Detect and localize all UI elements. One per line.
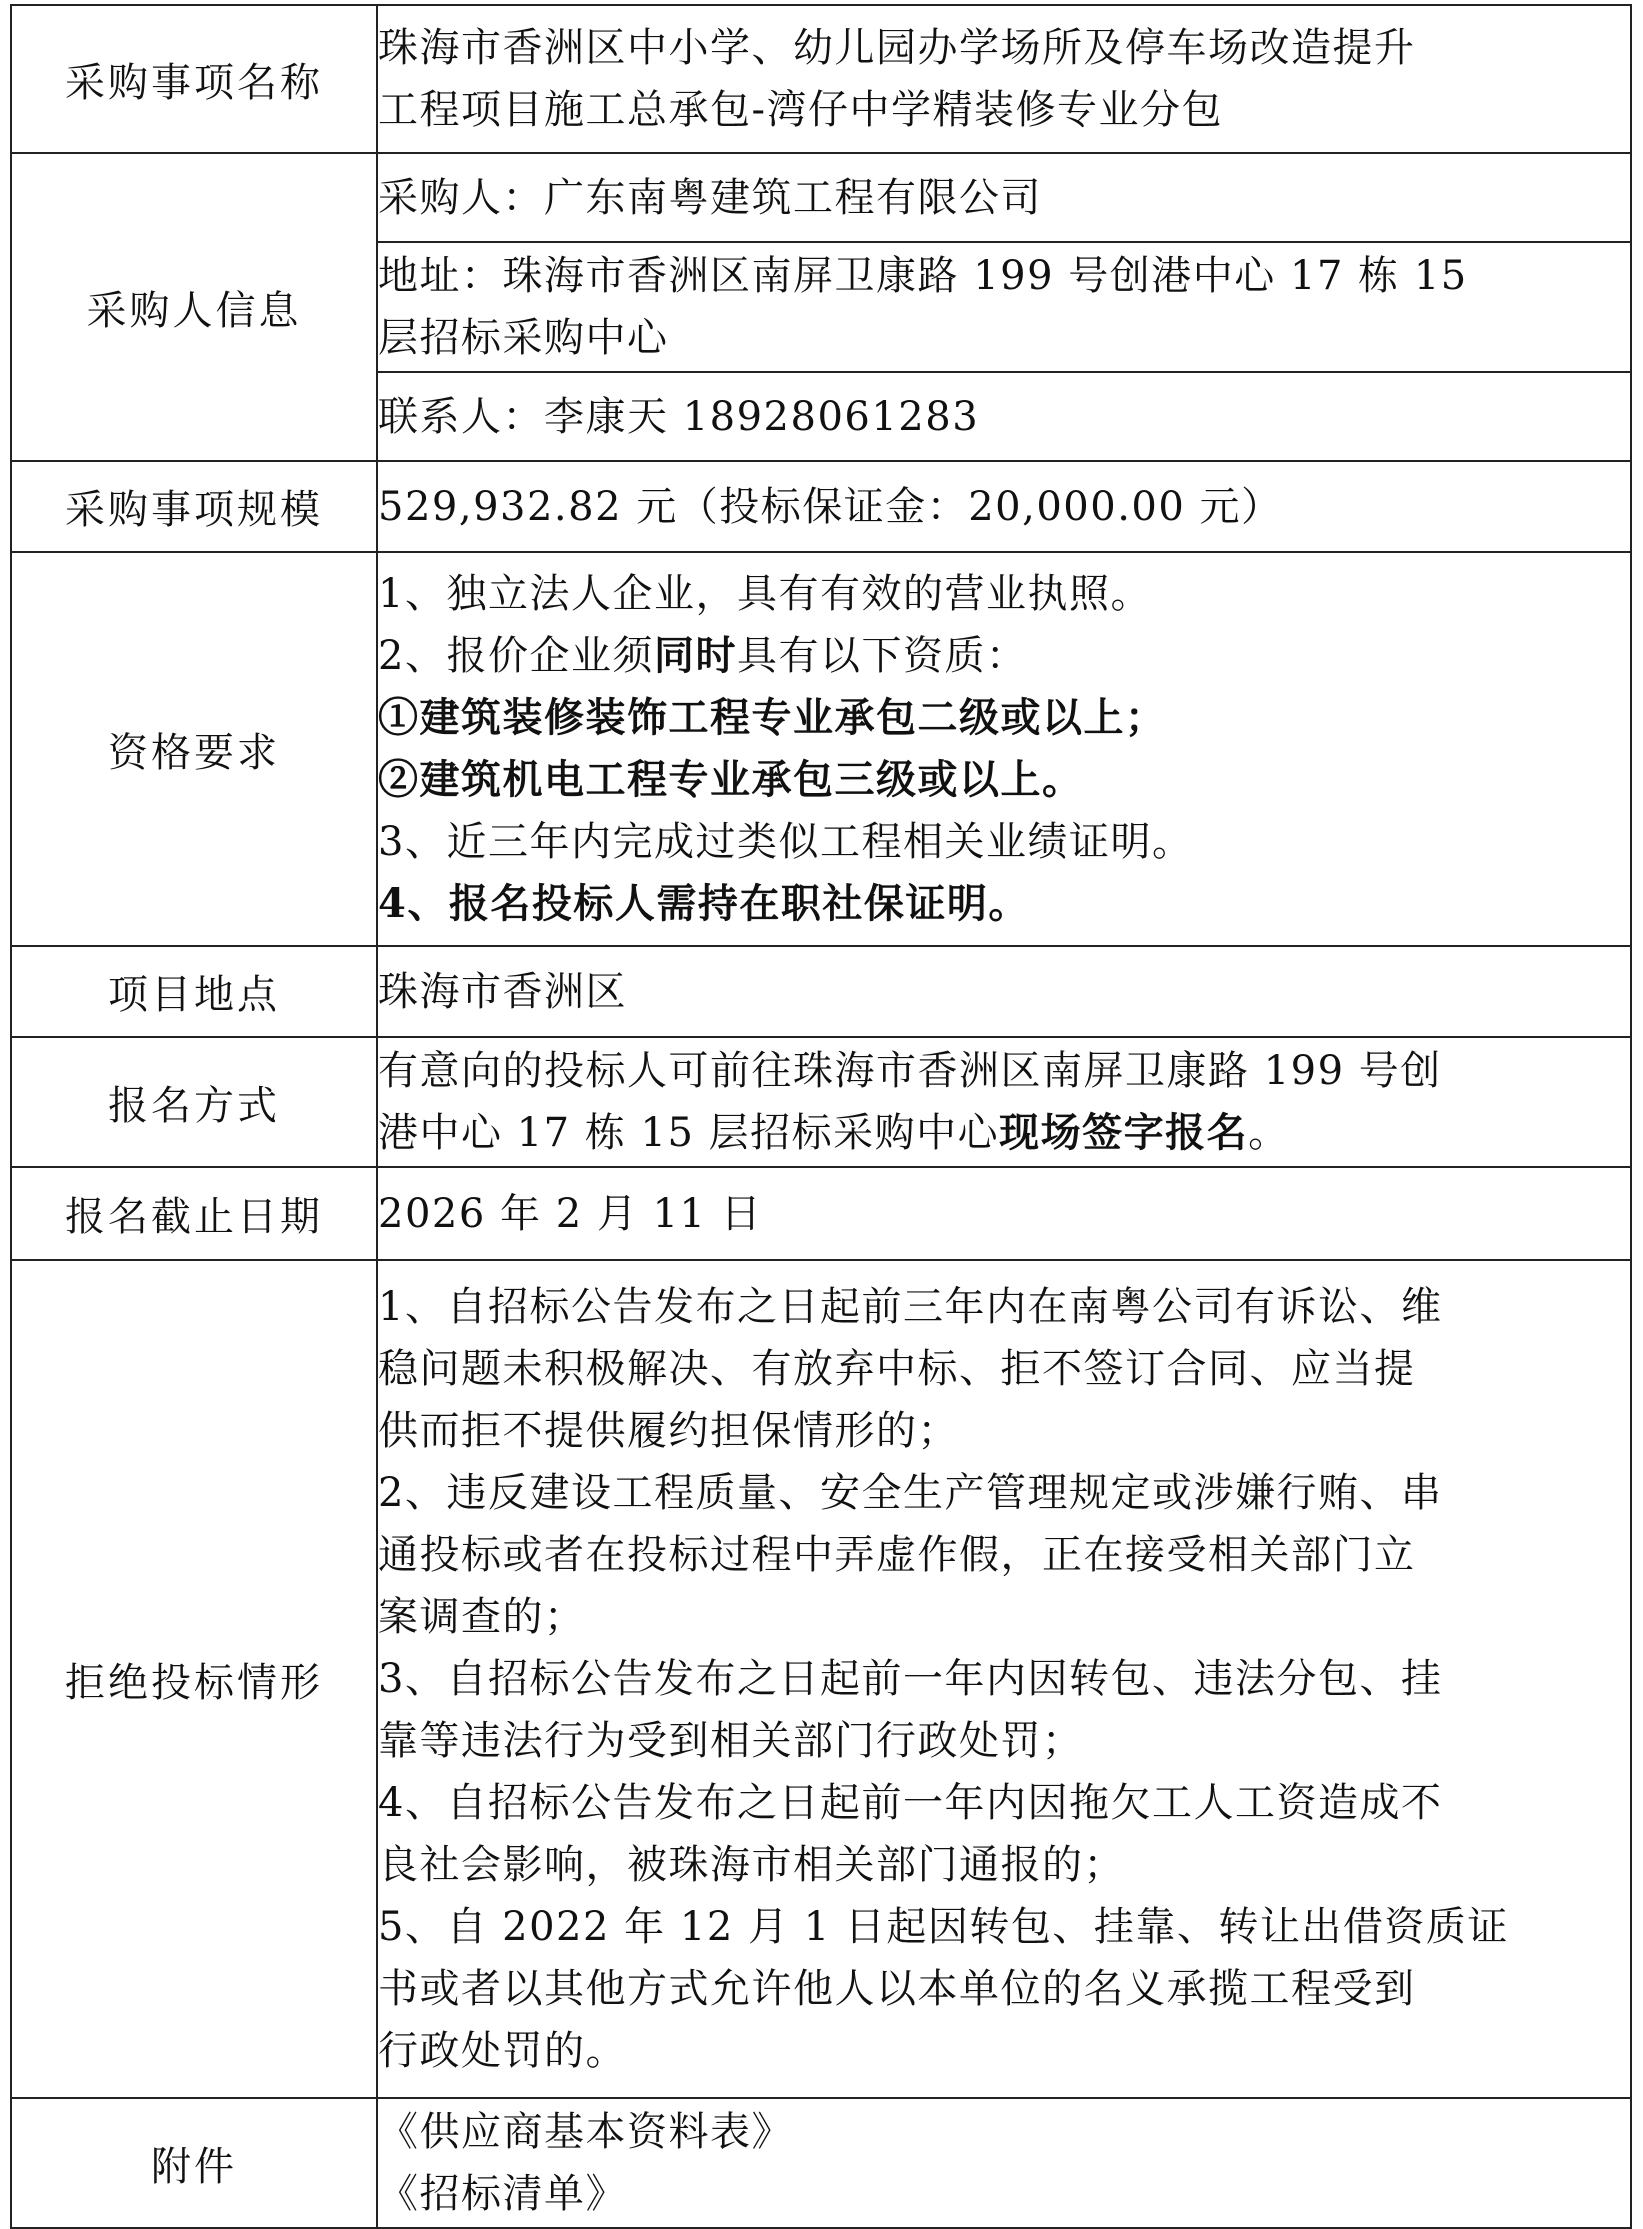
method-line-2-suffix: 。 bbox=[1248, 1110, 1290, 1156]
label-rejection: 拒绝投标情形 bbox=[11, 1260, 377, 2098]
rejection-line: 书或者以其他方式允许他人以本单位的名义承揽工程受到 bbox=[378, 1966, 1416, 2012]
qualification-item-2 bbox=[378, 625, 1630, 687]
row-qualification bbox=[11, 552, 1631, 946]
label-registration-method: 报名方式 bbox=[11, 1037, 377, 1167]
row-registration-method bbox=[11, 1037, 1631, 1167]
rejection-line: 供而拒不提供履约担保情形的； bbox=[378, 1408, 959, 1454]
label-buyer-info: 采购人信息 bbox=[11, 153, 377, 461]
qualification-item-1: 1、独立法人企业，具有有效的营业执照。 bbox=[378, 571, 1152, 617]
row-deadline bbox=[11, 1167, 1631, 1260]
rejection-line: 3、自招标公告发布之日起前一年内因转包、违法分包、挂 bbox=[378, 1656, 1443, 1702]
qualification-item-3: 3、近三年内完成过类似工程相关业绩证明。 bbox=[378, 819, 1194, 865]
value-address bbox=[377, 242, 1631, 372]
method-line-1: 有意向的投标人可前往珠海市香洲区南屏卫康路 199 号创 bbox=[378, 1048, 1442, 1094]
row-location bbox=[11, 946, 1631, 1037]
procurement-name-line-2: 工程项目施工总承包-湾仔中学精装修专业分包 bbox=[378, 87, 1224, 133]
row-scale bbox=[11, 461, 1631, 552]
address-line-2: 层招标采购中心 bbox=[378, 315, 669, 361]
qualification-item-2b: ②建筑机电工程专业承包三级或以上。 bbox=[378, 756, 1084, 803]
label-attachments: 附件 bbox=[11, 2098, 377, 2228]
label-deadline: 报名截止日期 bbox=[11, 1167, 377, 1260]
value-rejection bbox=[377, 1260, 1631, 2098]
method-line-2-prefix: 港中心 17 栋 15 层招标采购中心 bbox=[378, 1110, 1000, 1156]
procurement-info-table bbox=[10, 4, 1632, 2229]
qualification-item-2-prefix: 2、报价企业须 bbox=[378, 633, 654, 679]
procurement-name-line-1: 珠海市香洲区中小学、幼儿园办学场所及停车场改造提升 bbox=[378, 25, 1416, 71]
value-contact: 联系人：李康天 18928061283 bbox=[377, 372, 1631, 461]
row-attachments bbox=[11, 2098, 1631, 2228]
attachment-item: 《招标清单》 bbox=[378, 2171, 627, 2217]
method-line-2 bbox=[378, 1102, 1630, 1164]
row-buyer bbox=[11, 153, 1631, 242]
label-scale: 采购事项规模 bbox=[11, 461, 377, 552]
value-qualification bbox=[377, 552, 1631, 946]
qualification-item-2a: ①建筑装修装饰工程专业承包二级或以上； bbox=[378, 694, 1167, 741]
value-procurement-name bbox=[377, 5, 1631, 153]
rejection-line: 1、自招标公告发布之日起前三年内在南粤公司有诉讼、维 bbox=[378, 1284, 1443, 1330]
rejection-line: 通投标或者在投标过程中弄虚作假，正在接受相关部门立 bbox=[378, 1532, 1416, 1578]
value-scale: 529,932.82 元（投标保证金：20,000.00 元） bbox=[377, 461, 1631, 552]
rejection-line: 5、自 2022 年 12 月 1 日起因转包、挂靠、转让出借资质证 bbox=[378, 1904, 1509, 1950]
rejection-line: 4、自招标公告发布之日起前一年内因拖欠工人工资造成不 bbox=[378, 1780, 1443, 1826]
row-procurement-name bbox=[11, 5, 1631, 153]
label-location: 项目地点 bbox=[11, 946, 377, 1037]
value-attachments bbox=[377, 2098, 1631, 2228]
rejection-line: 2、违反建设工程质量、安全生产管理规定或涉嫌行贿、串 bbox=[378, 1470, 1443, 1516]
qualification-item-4: 4、报名投标人需持在职社保证明。 bbox=[378, 880, 1030, 927]
rejection-line: 靠等违法行为受到相关部门行政处罚； bbox=[378, 1718, 1084, 1764]
rejection-line: 行政处罚的。 bbox=[378, 2028, 627, 2074]
label-qualification: 资格要求 bbox=[11, 552, 377, 946]
label-procurement-name: 采购事项名称 bbox=[11, 5, 377, 153]
rejection-line: 案调查的； bbox=[378, 1594, 586, 1640]
qualification-item-2-bold: 同时 bbox=[653, 632, 737, 679]
address-line-1: 地址：珠海市香洲区南屏卫康路 199 号创港中心 17 栋 15 bbox=[378, 253, 1468, 299]
value-buyer: 采购人：广东南粤建筑工程有限公司 bbox=[377, 153, 1631, 242]
rejection-line: 良社会影响，被珠海市相关部门通报的； bbox=[378, 1842, 1125, 1888]
value-registration-method bbox=[377, 1037, 1631, 1167]
value-deadline: 2026 年 2 月 11 日 bbox=[377, 1167, 1631, 1260]
row-rejection bbox=[11, 1260, 1631, 2098]
value-location: 珠海市香洲区 bbox=[377, 946, 1631, 1037]
attachment-item: 《供应商基本资料表》 bbox=[378, 2109, 793, 2155]
method-line-2-bold: 现场签字报名 bbox=[999, 1109, 1249, 1156]
qualification-item-2-suffix: 具有以下资质： bbox=[736, 633, 1028, 679]
rejection-line: 稳问题未积极解决、有放弃中标、拒不签订合同、应当提 bbox=[378, 1346, 1416, 1392]
